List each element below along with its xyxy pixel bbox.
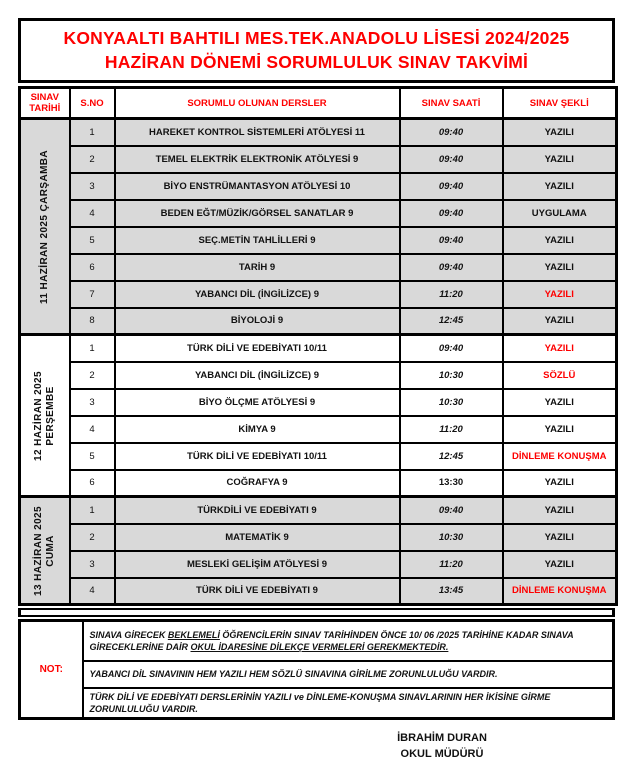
exam-time: 09:40: [400, 119, 503, 146]
signature-block: [352, 731, 532, 762]
title-line-2: HAZİRAN DÖNEMİ SORUMLULUK SINAV TAKVİMİ: [104, 52, 529, 72]
course-name: KİMYA 9: [115, 416, 400, 443]
table-row: [20, 146, 617, 173]
row-number: 4: [70, 578, 115, 605]
exam-time: 11:20: [400, 281, 503, 308]
exam-time: 09:40: [400, 146, 503, 173]
col-header-serial-no: S.NO: [70, 88, 115, 119]
course-name: BİYO ÖLÇME ATÖLYESİ 9: [115, 389, 400, 416]
course-name: BİYOLOJİ 9: [115, 308, 400, 335]
course-name: HAREKET KONTROL SİSTEMLERİ ATÖLYESİ 11: [115, 119, 400, 146]
exam-time: 13:45: [400, 578, 503, 605]
exam-format: DİNLEME KONUŞMA: [503, 443, 617, 470]
exam-time: 09:40: [400, 173, 503, 200]
document-title: [18, 18, 615, 83]
table-row: [20, 281, 617, 308]
course-name: TÜRKDİLİ VE EDEBİYATI 9: [115, 497, 400, 524]
course-name: TEMEL ELEKTRİK ELEKTRONİK ATÖLYESİ 9: [115, 146, 400, 173]
exam-time: 10:30: [400, 389, 503, 416]
row-number: 5: [70, 227, 115, 254]
notes-table: [18, 619, 615, 720]
row-number: 2: [70, 362, 115, 389]
table-row: [20, 524, 617, 551]
course-name: MESLEKİ GELİŞİM ATÖLYESİ 9: [115, 551, 400, 578]
table-row: [20, 551, 617, 578]
table-row: [20, 443, 617, 470]
row-number: 1: [70, 335, 115, 362]
row-number: 3: [70, 173, 115, 200]
course-name: COĞRAFYA 9: [115, 470, 400, 497]
underlined-text: OKUL İDARESİNE DİLEKÇE VERMELERİ GEREKMEKTEDİR.: [190, 641, 449, 652]
note-row: [20, 688, 614, 719]
row-number: 2: [70, 146, 115, 173]
exam-format: YAZILI: [503, 254, 617, 281]
exam-time: 13:30: [400, 470, 503, 497]
course-name: TARİH 9: [115, 254, 400, 281]
course-name: YABANCI DİL (İNGİLİZCE) 9: [115, 281, 400, 308]
exam-time: 09:40: [400, 335, 503, 362]
exam-format: SÖZLÜ: [503, 362, 617, 389]
empty-separator-row: [18, 608, 615, 617]
col-header-course: SORUMLU OLUNAN DERSLER: [115, 88, 400, 119]
exam-time: 10:30: [400, 362, 503, 389]
course-name: TÜRK DİLİ VE EDEBİYATI 10/11: [115, 443, 400, 470]
exam-time: 12:45: [400, 443, 503, 470]
row-number: 4: [70, 416, 115, 443]
col-header-exam-date: SINAV TARİHİ: [20, 88, 70, 119]
row-number: 2: [70, 524, 115, 551]
course-name: BEDEN EĞT/MÜZİK/GÖRSEL SANATLAR 9: [115, 200, 400, 227]
date-text-line-1: 11 HAZİRAN 2025 ÇARŞAMBA: [38, 149, 50, 304]
course-name: BİYO ENSTRÜMANTASYON ATÖLYESİ 10: [115, 173, 400, 200]
exam-format: YAZILI: [503, 497, 617, 524]
exam-time: 12:45: [400, 308, 503, 335]
exam-format: YAZILI: [503, 524, 617, 551]
exam-format: YAZILI: [503, 470, 617, 497]
date-text-line-2: PERŞEMBE: [44, 385, 56, 446]
col-header-exam-format: SINAV ŞEKLİ: [503, 88, 617, 119]
exam-format: YAZILI: [503, 281, 617, 308]
course-name: YABANCI DİL (İNGİLİZCE) 9: [115, 362, 400, 389]
date-text-line-1: 13 HAZİRAN 2025: [32, 505, 44, 596]
course-name: TÜRK DİLİ VE EDEBİYATI 10/11: [115, 335, 400, 362]
note-text-1: SINAVA GİRECEK BEKLEMELİ ÖĞRENCİLERİN SINAV TARİHİNDEN ÖNCE 10/ 06 /2025 TARİHİNE KADAR SINAVA GİRECEKLERİNE DAİR OKUL İDARESİNE DİLEKÇE VERMELERİ GEREKMEKTEDİR.: [83, 621, 614, 661]
table-row: [20, 416, 617, 443]
date-text-line-1: 12 HAZİRAN 2025: [32, 370, 44, 461]
date-text-line-2: CUMA: [44, 534, 56, 567]
table-row: [20, 362, 617, 389]
table-row: [20, 254, 617, 281]
table-row: [20, 173, 617, 200]
table-row: [20, 389, 617, 416]
underlined-text: BEKLEMELİ: [167, 629, 220, 640]
note-label: NOT:: [20, 621, 83, 719]
course-name: MATEMATİK 9: [115, 524, 400, 551]
exam-schedule-table: [18, 86, 618, 606]
exam-time: 10:30: [400, 524, 503, 551]
table-row: [20, 497, 617, 524]
course-name: SEÇ.METİN TAHLİLLERİ 9: [115, 227, 400, 254]
note-row: [20, 621, 614, 661]
exam-time: 11:20: [400, 551, 503, 578]
exam-time: 11:20: [400, 416, 503, 443]
exam-format: YAZILI: [503, 146, 617, 173]
row-number: 4: [70, 200, 115, 227]
exam-format: DİNLEME KONUŞMA: [503, 578, 617, 605]
table-header-row: [20, 88, 617, 119]
note-text-2: YABANCI DİL SINAVININ HEM YAZILI HEM SÖZLÜ SINAVINA GİRİLME ZORUNLULUĞU VARDIR.: [83, 661, 614, 688]
exam-format: YAZILI: [503, 227, 617, 254]
exam-time: 09:40: [400, 497, 503, 524]
exam-date-label: [20, 119, 70, 335]
note-row: [20, 661, 614, 688]
col-header-exam-time: SINAV SAATİ: [400, 88, 503, 119]
table-row: [20, 308, 617, 335]
title-line-1: KONYAALTI BAHTILI MES.TEK.ANADOLU LİSESİ 2024/2025: [63, 28, 570, 48]
exam-format: YAZILI: [503, 308, 617, 335]
row-number: 3: [70, 389, 115, 416]
principal-name: İBRAHİM DURAN: [397, 732, 487, 744]
row-number: 6: [70, 254, 115, 281]
exam-format: YAZILI: [503, 335, 617, 362]
row-number: 6: [70, 470, 115, 497]
exam-format: YAZILI: [503, 119, 617, 146]
exam-format: YAZILI: [503, 389, 617, 416]
exam-format: YAZILI: [503, 416, 617, 443]
exam-format: YAZILI: [503, 173, 617, 200]
row-number: 1: [70, 119, 115, 146]
course-name: TÜRK DİLİ VE EDEBİYATI 9: [115, 578, 400, 605]
exam-format: YAZILI: [503, 551, 617, 578]
exam-time: 09:40: [400, 254, 503, 281]
exam-time: 09:40: [400, 200, 503, 227]
row-number: 5: [70, 443, 115, 470]
row-number: 8: [70, 308, 115, 335]
row-number: 1: [70, 497, 115, 524]
exam-date-label: [20, 497, 70, 605]
table-row: [20, 200, 617, 227]
note-text-3: TÜRK DİLİ VE EDEBİYATI DERSLERİNİN YAZILI ve DİNLEME-KONUŞMA SINAVLARININ HER İKİSİNE GİRME ZORUNLULUĞU VARDIR.: [83, 688, 614, 719]
exam-time: 09:40: [400, 227, 503, 254]
principal-title: OKUL MÜDÜRÜ: [400, 747, 484, 760]
table-row: [20, 470, 617, 497]
exam-format: UYGULAMA: [503, 200, 617, 227]
exam-date-label: [20, 335, 70, 497]
table-row: [20, 578, 617, 605]
table-row: [20, 227, 617, 254]
table-row: [20, 335, 617, 362]
table-row: [20, 119, 617, 146]
row-number: 3: [70, 551, 115, 578]
row-number: 7: [70, 281, 115, 308]
